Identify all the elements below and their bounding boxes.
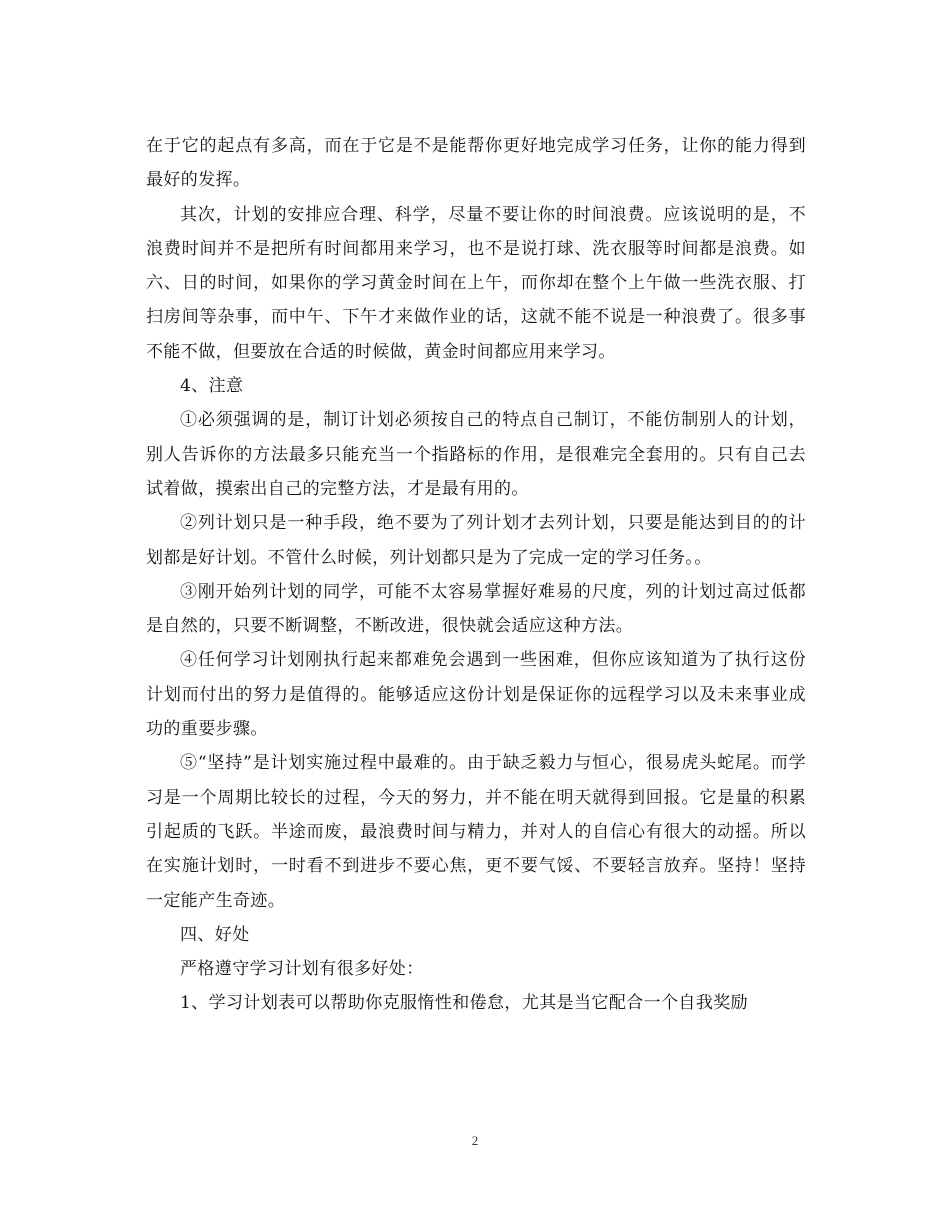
paragraph-continuation: 在于它的起点有多高，而在于它是不是能帮你更好地完成学习任务，让你的能力得到最好的发挥。 <box>146 136 806 191</box>
paragraph-time-arrangement: 其次，计划的安排应合理、科学，尽量不要让你的时间浪费。应该说明的是，不浪费时间并不是把所有时间都用来学习，也不是说打球、洗衣服等时间都是浪费。如六、日的时间，如果你的学习黄金时间在上午，而你却在整个上午做一些洗衣服、打扫房间等杂事，而中午、下午才来做作业的话，这就不能不说是一种浪费了。很多事不能不做，但要放在合适的时候做，黄金时间都应用来学习。 <box>146 204 806 362</box>
note-item-4: ④任何学习计划刚执行起来都难免会遇到一些困难，但你应该知道为了执行这份计划而付出的努力是值得的。能够适应这份计划是保证你的远程学习以及未来事业成功的重要步骤。 <box>146 650 806 740</box>
section-heading-notes: 4、注意 <box>180 376 244 397</box>
document-body <box>146 129 806 1021</box>
note-item-3: ③刚开始列计划的同学，可能不太容易掌握好难易的尺度，列的计划过高过低都是自然的，只要不断调整，不断改进，很快就会适应这种方法。 <box>146 581 806 637</box>
note-item-1: ①必须强调的是，制订计划必须按自己的特点自己制订，不能仿制别人的计划，别人告诉你的方法最多只能充当一个指路标的作用，是很难完全套用的。只有自己去试着做，摸索出自己的完整方法，才是最有用的。 <box>146 410 806 499</box>
section-heading-benefits: 四、好处 <box>180 924 250 945</box>
page-number: 2 <box>471 1133 479 1148</box>
benefit-item-1: 1、学习计划表可以帮助你克服惰性和倦怠，尤其是当它配合一个自我奖励 <box>180 993 749 1014</box>
note-item-5: ⑤“坚持”是计划实施过程中最难的。由于缺乏毅力与恒心，很易虎头蛇尾。而学习是一个周期比较长的过程，今天的努力，并不能在明天就得到回报。它是量的积累引起质的飞跃。半途而废，最浪费时间与精力，并对人的自信心有很大的动摇。所以在实施计划时，一时看不到进步不要心焦，更不要气馁、不要轻言放弃。坚持！坚持一定能产生奇迹。 <box>146 753 806 911</box>
note-item-2: ②列计划只是一种手段，绝不要为了列计划才去列计划，只要是能达到目的的计划都是好计划。不管什么时候，列计划都只是为了完成一定的学习任务。。 <box>146 513 806 568</box>
benefits-intro: 严格遵守学习计划有很多好处： <box>180 959 424 980</box>
